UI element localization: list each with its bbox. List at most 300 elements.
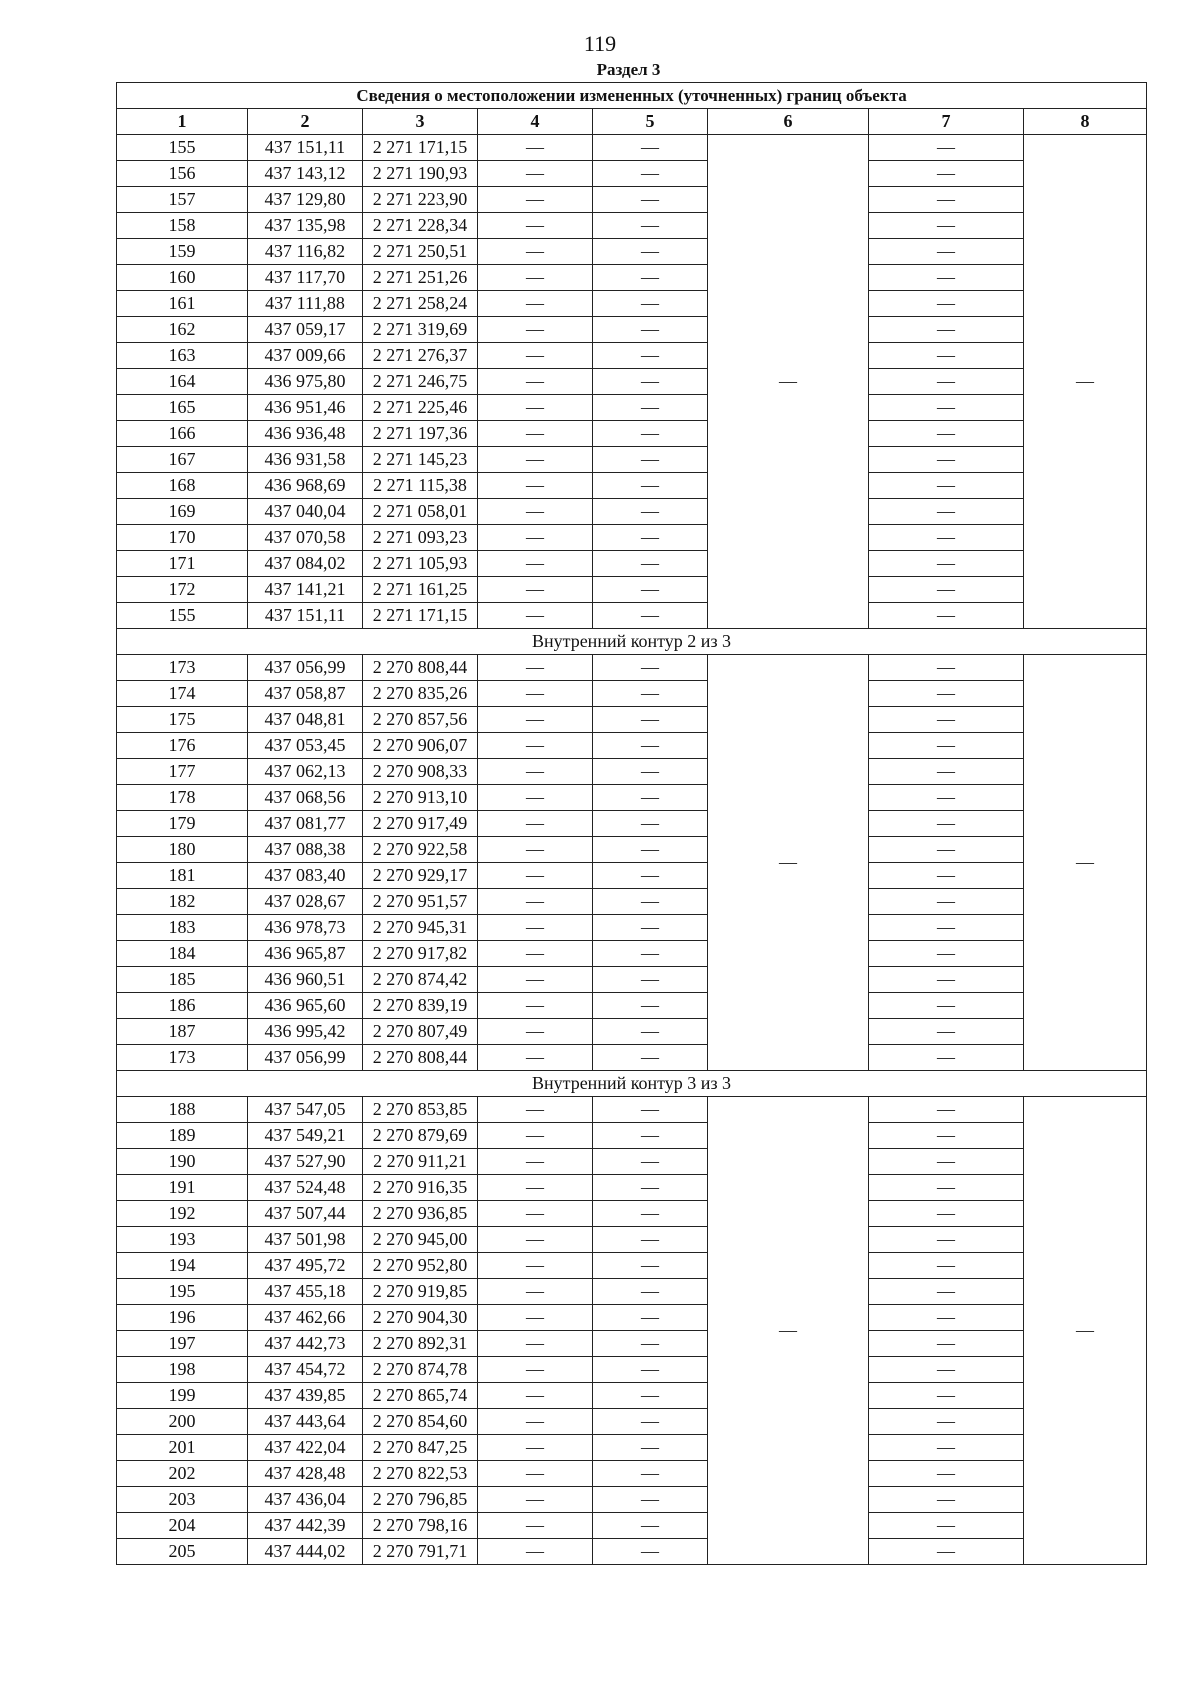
col5-value: —: [593, 941, 708, 967]
col7-value: —: [869, 733, 1024, 759]
coordinate-y: 2 271 058,01: [363, 499, 478, 525]
table-row: [117, 265, 1147, 291]
col4-value: —: [478, 889, 593, 915]
coordinate-y: 2 270 917,49: [363, 811, 478, 837]
table-row: [117, 1331, 1147, 1357]
coordinate-y: 2 271 190,93: [363, 161, 478, 187]
point-number: 197: [117, 1331, 248, 1357]
table-row: [117, 1513, 1147, 1539]
coordinate-y: 2 271 250,51: [363, 239, 478, 265]
col5-value: —: [593, 1123, 708, 1149]
point-number: 162: [117, 317, 248, 343]
column-header: 7: [869, 109, 1024, 135]
table-row: [117, 1279, 1147, 1305]
col4-value: —: [478, 1461, 593, 1487]
table-row: [117, 551, 1147, 577]
coordinate-y: 2 270 791,71: [363, 1539, 478, 1565]
point-number: 198: [117, 1357, 248, 1383]
coordinate-x: 436 978,73: [248, 915, 363, 941]
col5-value: —: [593, 1149, 708, 1175]
col7-value: —: [869, 1175, 1024, 1201]
col4-value: —: [478, 499, 593, 525]
coordinate-y: 2 271 251,26: [363, 265, 478, 291]
coordinate-y: 2 270 908,33: [363, 759, 478, 785]
table-row: [117, 395, 1147, 421]
point-number: 173: [117, 1045, 248, 1071]
coordinate-x: 437 141,21: [248, 577, 363, 603]
table-row: [117, 733, 1147, 759]
coordinate-y: 2 270 929,17: [363, 863, 478, 889]
col4-value: —: [478, 863, 593, 889]
point-number: 190: [117, 1149, 248, 1175]
col7-value: —: [869, 1409, 1024, 1435]
col5-value: —: [593, 447, 708, 473]
col7-value: —: [869, 291, 1024, 317]
coordinate-x: 437 151,11: [248, 603, 363, 629]
page-number: 119: [583, 31, 617, 56]
coordinate-x: 437 056,99: [248, 655, 363, 681]
col7-value: —: [869, 837, 1024, 863]
coordinate-y: 2 270 796,85: [363, 1487, 478, 1513]
col5-value: —: [593, 603, 708, 629]
col5-value: —: [593, 733, 708, 759]
point-number: 168: [117, 473, 248, 499]
col7-value: —: [869, 1357, 1024, 1383]
table-row: [117, 1305, 1147, 1331]
col4-value: —: [478, 1383, 593, 1409]
coordinate-y: 2 270 919,85: [363, 1279, 478, 1305]
coordinate-y: 2 270 951,57: [363, 889, 478, 915]
coordinate-x: 437 527,90: [248, 1149, 363, 1175]
coordinate-x: 437 048,81: [248, 707, 363, 733]
col4-value: —: [478, 967, 593, 993]
coordinate-x: 437 116,82: [248, 239, 363, 265]
coordinate-y: 2 270 911,21: [363, 1149, 478, 1175]
contour-label: Внутренний контур 3 из 3: [117, 1071, 1147, 1097]
coordinate-y: 2 270 808,44: [363, 655, 478, 681]
col5-value: —: [593, 135, 708, 161]
col5-value: —: [593, 967, 708, 993]
col4-value: —: [478, 369, 593, 395]
point-number: 191: [117, 1175, 248, 1201]
coordinate-x: 437 422,04: [248, 1435, 363, 1461]
coordinate-y: 2 270 892,31: [363, 1331, 478, 1357]
col4-value: —: [478, 1513, 593, 1539]
coordinate-y: 2 270 945,00: [363, 1227, 478, 1253]
point-number: 159: [117, 239, 248, 265]
col4-value: —: [478, 707, 593, 733]
table-row: [117, 1045, 1147, 1071]
col4-value: —: [478, 1539, 593, 1565]
table-row: [117, 1435, 1147, 1461]
col5-value: —: [593, 1097, 708, 1123]
point-number: 176: [117, 733, 248, 759]
col7-value: —: [869, 1539, 1024, 1565]
coordinate-y: 2 270 913,10: [363, 785, 478, 811]
coordinate-y: 2 270 916,35: [363, 1175, 478, 1201]
table-title: Сведения о местоположении измененных (уточненных) границ объекта: [117, 83, 1147, 109]
col4-value: —: [478, 1409, 593, 1435]
coordinate-x: 436 965,87: [248, 941, 363, 967]
coordinate-x: 437 454,72: [248, 1357, 363, 1383]
coordinate-x: 437 151,11: [248, 135, 363, 161]
column-header: 6: [708, 109, 869, 135]
col4-value: —: [478, 291, 593, 317]
point-number: 165: [117, 395, 248, 421]
col7-value: —: [869, 369, 1024, 395]
col4-value: —: [478, 135, 593, 161]
point-number: 174: [117, 681, 248, 707]
table-row: [117, 837, 1147, 863]
coordinate-x: 437 083,40: [248, 863, 363, 889]
coordinate-y: 2 270 839,19: [363, 993, 478, 1019]
coordinate-y: 2 270 936,85: [363, 1201, 478, 1227]
col4-value: —: [478, 447, 593, 473]
coordinate-y: 2 270 857,56: [363, 707, 478, 733]
col4-value: —: [478, 577, 593, 603]
table-title-row: [117, 83, 1147, 109]
col4-value: —: [478, 733, 593, 759]
col4-value: —: [478, 1331, 593, 1357]
coordinate-x: 437 501,98: [248, 1227, 363, 1253]
col5-value: —: [593, 1305, 708, 1331]
col4-value: —: [478, 343, 593, 369]
col4-value: —: [478, 837, 593, 863]
col5-value: —: [593, 1253, 708, 1279]
table-row: [117, 1175, 1147, 1201]
col8-merged-value: —: [1024, 135, 1147, 629]
col7-value: —: [869, 1331, 1024, 1357]
table-row: [117, 473, 1147, 499]
col5-value: —: [593, 1357, 708, 1383]
coordinate-x: 437 070,58: [248, 525, 363, 551]
col5-value: —: [593, 239, 708, 265]
table-row: [117, 967, 1147, 993]
point-number: 155: [117, 603, 248, 629]
col7-value: —: [869, 655, 1024, 681]
col5-value: —: [593, 499, 708, 525]
point-number: 183: [117, 915, 248, 941]
col5-value: —: [593, 213, 708, 239]
column-header-row: [117, 109, 1147, 135]
point-number: 188: [117, 1097, 248, 1123]
coordinate-y: 2 270 879,69: [363, 1123, 478, 1149]
col7-value: —: [869, 577, 1024, 603]
col4-value: —: [478, 1097, 593, 1123]
table-row: [117, 239, 1147, 265]
col7-value: —: [869, 1123, 1024, 1149]
point-number: 175: [117, 707, 248, 733]
col4-value: —: [478, 681, 593, 707]
coordinate-x: 436 951,46: [248, 395, 363, 421]
col4-value: —: [478, 265, 593, 291]
col7-value: —: [869, 681, 1024, 707]
table-row: [117, 655, 1147, 681]
point-number: 194: [117, 1253, 248, 1279]
coordinate-y: 2 271 258,24: [363, 291, 478, 317]
table-row: [117, 187, 1147, 213]
col7-value: —: [869, 707, 1024, 733]
coordinate-y: 2 271 197,36: [363, 421, 478, 447]
point-number: 173: [117, 655, 248, 681]
point-number: 170: [117, 525, 248, 551]
coordinate-x: 437 084,02: [248, 551, 363, 577]
col7-value: —: [869, 187, 1024, 213]
col4-value: —: [478, 317, 593, 343]
col5-value: —: [593, 837, 708, 863]
table-row: [117, 1019, 1147, 1045]
coordinate-x: 437 056,99: [248, 1045, 363, 1071]
coordinate-x: 436 975,80: [248, 369, 363, 395]
coordinate-x: 437 444,02: [248, 1539, 363, 1565]
coordinate-x: 437 439,85: [248, 1383, 363, 1409]
coordinate-y: 2 271 093,23: [363, 525, 478, 551]
coordinate-x: 436 995,42: [248, 1019, 363, 1045]
col5-value: —: [593, 1383, 708, 1409]
column-header: 4: [478, 109, 593, 135]
col7-value: —: [869, 161, 1024, 187]
col4-value: —: [478, 915, 593, 941]
col5-value: —: [593, 1461, 708, 1487]
col7-value: —: [869, 1227, 1024, 1253]
table-row: [117, 811, 1147, 837]
col5-value: —: [593, 1227, 708, 1253]
point-number: 205: [117, 1539, 248, 1565]
point-number: 189: [117, 1123, 248, 1149]
col7-value: —: [869, 525, 1024, 551]
col7-value: —: [869, 135, 1024, 161]
table-row: [117, 1539, 1147, 1565]
table-row: [117, 499, 1147, 525]
table-row: [117, 1461, 1147, 1487]
col4-value: —: [478, 525, 593, 551]
col4-value: —: [478, 993, 593, 1019]
col5-value: —: [593, 395, 708, 421]
col5-value: —: [593, 1331, 708, 1357]
point-number: 169: [117, 499, 248, 525]
coordinate-y: 2 271 223,90: [363, 187, 478, 213]
point-number: 166: [117, 421, 248, 447]
coordinate-x: 437 462,66: [248, 1305, 363, 1331]
table-row: [117, 421, 1147, 447]
col5-value: —: [593, 1019, 708, 1045]
col4-value: —: [478, 161, 593, 187]
col7-value: —: [869, 551, 1024, 577]
point-number: 172: [117, 577, 248, 603]
col7-value: —: [869, 447, 1024, 473]
col5-value: —: [593, 1409, 708, 1435]
col4-value: —: [478, 239, 593, 265]
table-row: [117, 525, 1147, 551]
coordinate-x: 437 455,18: [248, 1279, 363, 1305]
col7-value: —: [869, 811, 1024, 837]
coordinate-y: 2 271 145,23: [363, 447, 478, 473]
coordinate-x: 437 436,04: [248, 1487, 363, 1513]
col5-value: —: [593, 785, 708, 811]
table-row: [117, 1201, 1147, 1227]
table-row: [117, 889, 1147, 915]
col4-value: —: [478, 187, 593, 213]
col5-value: —: [593, 1487, 708, 1513]
column-header: 5: [593, 109, 708, 135]
col7-value: —: [869, 967, 1024, 993]
coordinate-x: 437 442,39: [248, 1513, 363, 1539]
col7-value: —: [869, 863, 1024, 889]
col7-value: —: [869, 473, 1024, 499]
col4-value: —: [478, 759, 593, 785]
coordinate-y: 2 271 161,25: [363, 577, 478, 603]
col5-value: —: [593, 993, 708, 1019]
point-number: 182: [117, 889, 248, 915]
coordinate-x: 437 428,48: [248, 1461, 363, 1487]
table-row: [117, 681, 1147, 707]
col5-value: —: [593, 811, 708, 837]
table-row: [117, 343, 1147, 369]
col5-value: —: [593, 707, 708, 733]
point-number: 195: [117, 1279, 248, 1305]
col5-value: —: [593, 343, 708, 369]
coordinate-x: 437 040,04: [248, 499, 363, 525]
coordinate-x: 436 968,69: [248, 473, 363, 499]
point-number: 157: [117, 187, 248, 213]
point-number: 180: [117, 837, 248, 863]
coordinate-x: 437 081,77: [248, 811, 363, 837]
col5-value: —: [593, 317, 708, 343]
col7-value: —: [869, 1487, 1024, 1513]
coordinate-y: 2 270 847,25: [363, 1435, 478, 1461]
coordinate-y: 2 270 835,26: [363, 681, 478, 707]
coordinate-y: 2 270 874,78: [363, 1357, 478, 1383]
table-row: [117, 317, 1147, 343]
col6-merged-value: —: [708, 135, 869, 629]
col7-value: —: [869, 1253, 1024, 1279]
coordinate-x: 437 009,66: [248, 343, 363, 369]
point-number: 160: [117, 265, 248, 291]
coordinate-x: 436 931,58: [248, 447, 363, 473]
col4-value: —: [478, 655, 593, 681]
coordinate-y: 2 270 917,82: [363, 941, 478, 967]
col4-value: —: [478, 213, 593, 239]
coordinate-x: 437 088,38: [248, 837, 363, 863]
col7-value: —: [869, 1383, 1024, 1409]
col4-value: —: [478, 811, 593, 837]
col4-value: —: [478, 1279, 593, 1305]
coordinate-x: 437 059,17: [248, 317, 363, 343]
coordinate-x: 437 524,48: [248, 1175, 363, 1201]
col4-value: —: [478, 421, 593, 447]
table-row: [117, 213, 1147, 239]
coordinate-y: 2 270 853,85: [363, 1097, 478, 1123]
table-row: [117, 1253, 1147, 1279]
contour-label-row: [117, 1071, 1147, 1097]
coordinate-y: 2 270 822,53: [363, 1461, 478, 1487]
col7-value: —: [869, 1019, 1024, 1045]
col4-value: —: [478, 1357, 593, 1383]
point-number: 179: [117, 811, 248, 837]
point-number: 156: [117, 161, 248, 187]
table-row: [117, 135, 1147, 161]
point-number: 199: [117, 1383, 248, 1409]
boundary-coordinates-table: [116, 82, 1147, 1565]
col5-value: —: [593, 889, 708, 915]
point-number: 187: [117, 1019, 248, 1045]
table-body: [117, 135, 1147, 1565]
table-row: [117, 1383, 1147, 1409]
coordinate-y: 2 270 922,58: [363, 837, 478, 863]
table-row: [117, 1409, 1147, 1435]
coordinate-y: 2 271 115,38: [363, 473, 478, 499]
contour-label: Внутренний контур 2 из 3: [117, 629, 1147, 655]
point-number: 201: [117, 1435, 248, 1461]
col5-value: —: [593, 681, 708, 707]
section-label: Раздел 3: [596, 60, 661, 79]
coordinate-y: 2 270 807,49: [363, 1019, 478, 1045]
table-row: [117, 785, 1147, 811]
col4-value: —: [478, 1149, 593, 1175]
coordinate-x: 437 062,13: [248, 759, 363, 785]
coordinate-y: 2 271 228,34: [363, 213, 478, 239]
coordinate-x: 436 960,51: [248, 967, 363, 993]
col5-value: —: [593, 187, 708, 213]
column-header: 2: [248, 109, 363, 135]
table-row: [117, 759, 1147, 785]
point-number: 158: [117, 213, 248, 239]
col7-value: —: [869, 915, 1024, 941]
col5-value: —: [593, 655, 708, 681]
col7-value: —: [869, 1097, 1024, 1123]
table-row: [117, 1123, 1147, 1149]
col6-merged-value: —: [708, 1097, 869, 1565]
point-number: 196: [117, 1305, 248, 1331]
col7-value: —: [869, 759, 1024, 785]
point-number: 200: [117, 1409, 248, 1435]
col7-value: —: [869, 785, 1024, 811]
coordinate-x: 437 549,21: [248, 1123, 363, 1149]
point-number: 204: [117, 1513, 248, 1539]
col5-value: —: [593, 1045, 708, 1071]
point-number: 164: [117, 369, 248, 395]
col7-value: —: [869, 343, 1024, 369]
col4-value: —: [478, 395, 593, 421]
table-row: [117, 707, 1147, 733]
table-row: [117, 447, 1147, 473]
table-row: [117, 915, 1147, 941]
table-row: [117, 941, 1147, 967]
col4-value: —: [478, 1305, 593, 1331]
col4-value: —: [478, 1435, 593, 1461]
col7-value: —: [869, 889, 1024, 915]
coordinate-y: 2 271 276,37: [363, 343, 478, 369]
point-number: 185: [117, 967, 248, 993]
coordinate-y: 2 270 874,42: [363, 967, 478, 993]
col7-value: —: [869, 1305, 1024, 1331]
col4-value: —: [478, 1019, 593, 1045]
col8-merged-value: —: [1024, 655, 1147, 1071]
col7-value: —: [869, 1435, 1024, 1461]
coordinate-y: 2 270 808,44: [363, 1045, 478, 1071]
coordinate-y: 2 270 906,07: [363, 733, 478, 759]
col4-value: —: [478, 551, 593, 577]
col8-merged-value: —: [1024, 1097, 1147, 1565]
coordinate-x: 437 129,80: [248, 187, 363, 213]
point-number: 203: [117, 1487, 248, 1513]
col7-value: —: [869, 1149, 1024, 1175]
coordinate-x: 437 135,98: [248, 213, 363, 239]
coordinate-x: 437 058,87: [248, 681, 363, 707]
col7-value: —: [869, 603, 1024, 629]
coordinate-x: 437 111,88: [248, 291, 363, 317]
col7-value: —: [869, 1279, 1024, 1305]
